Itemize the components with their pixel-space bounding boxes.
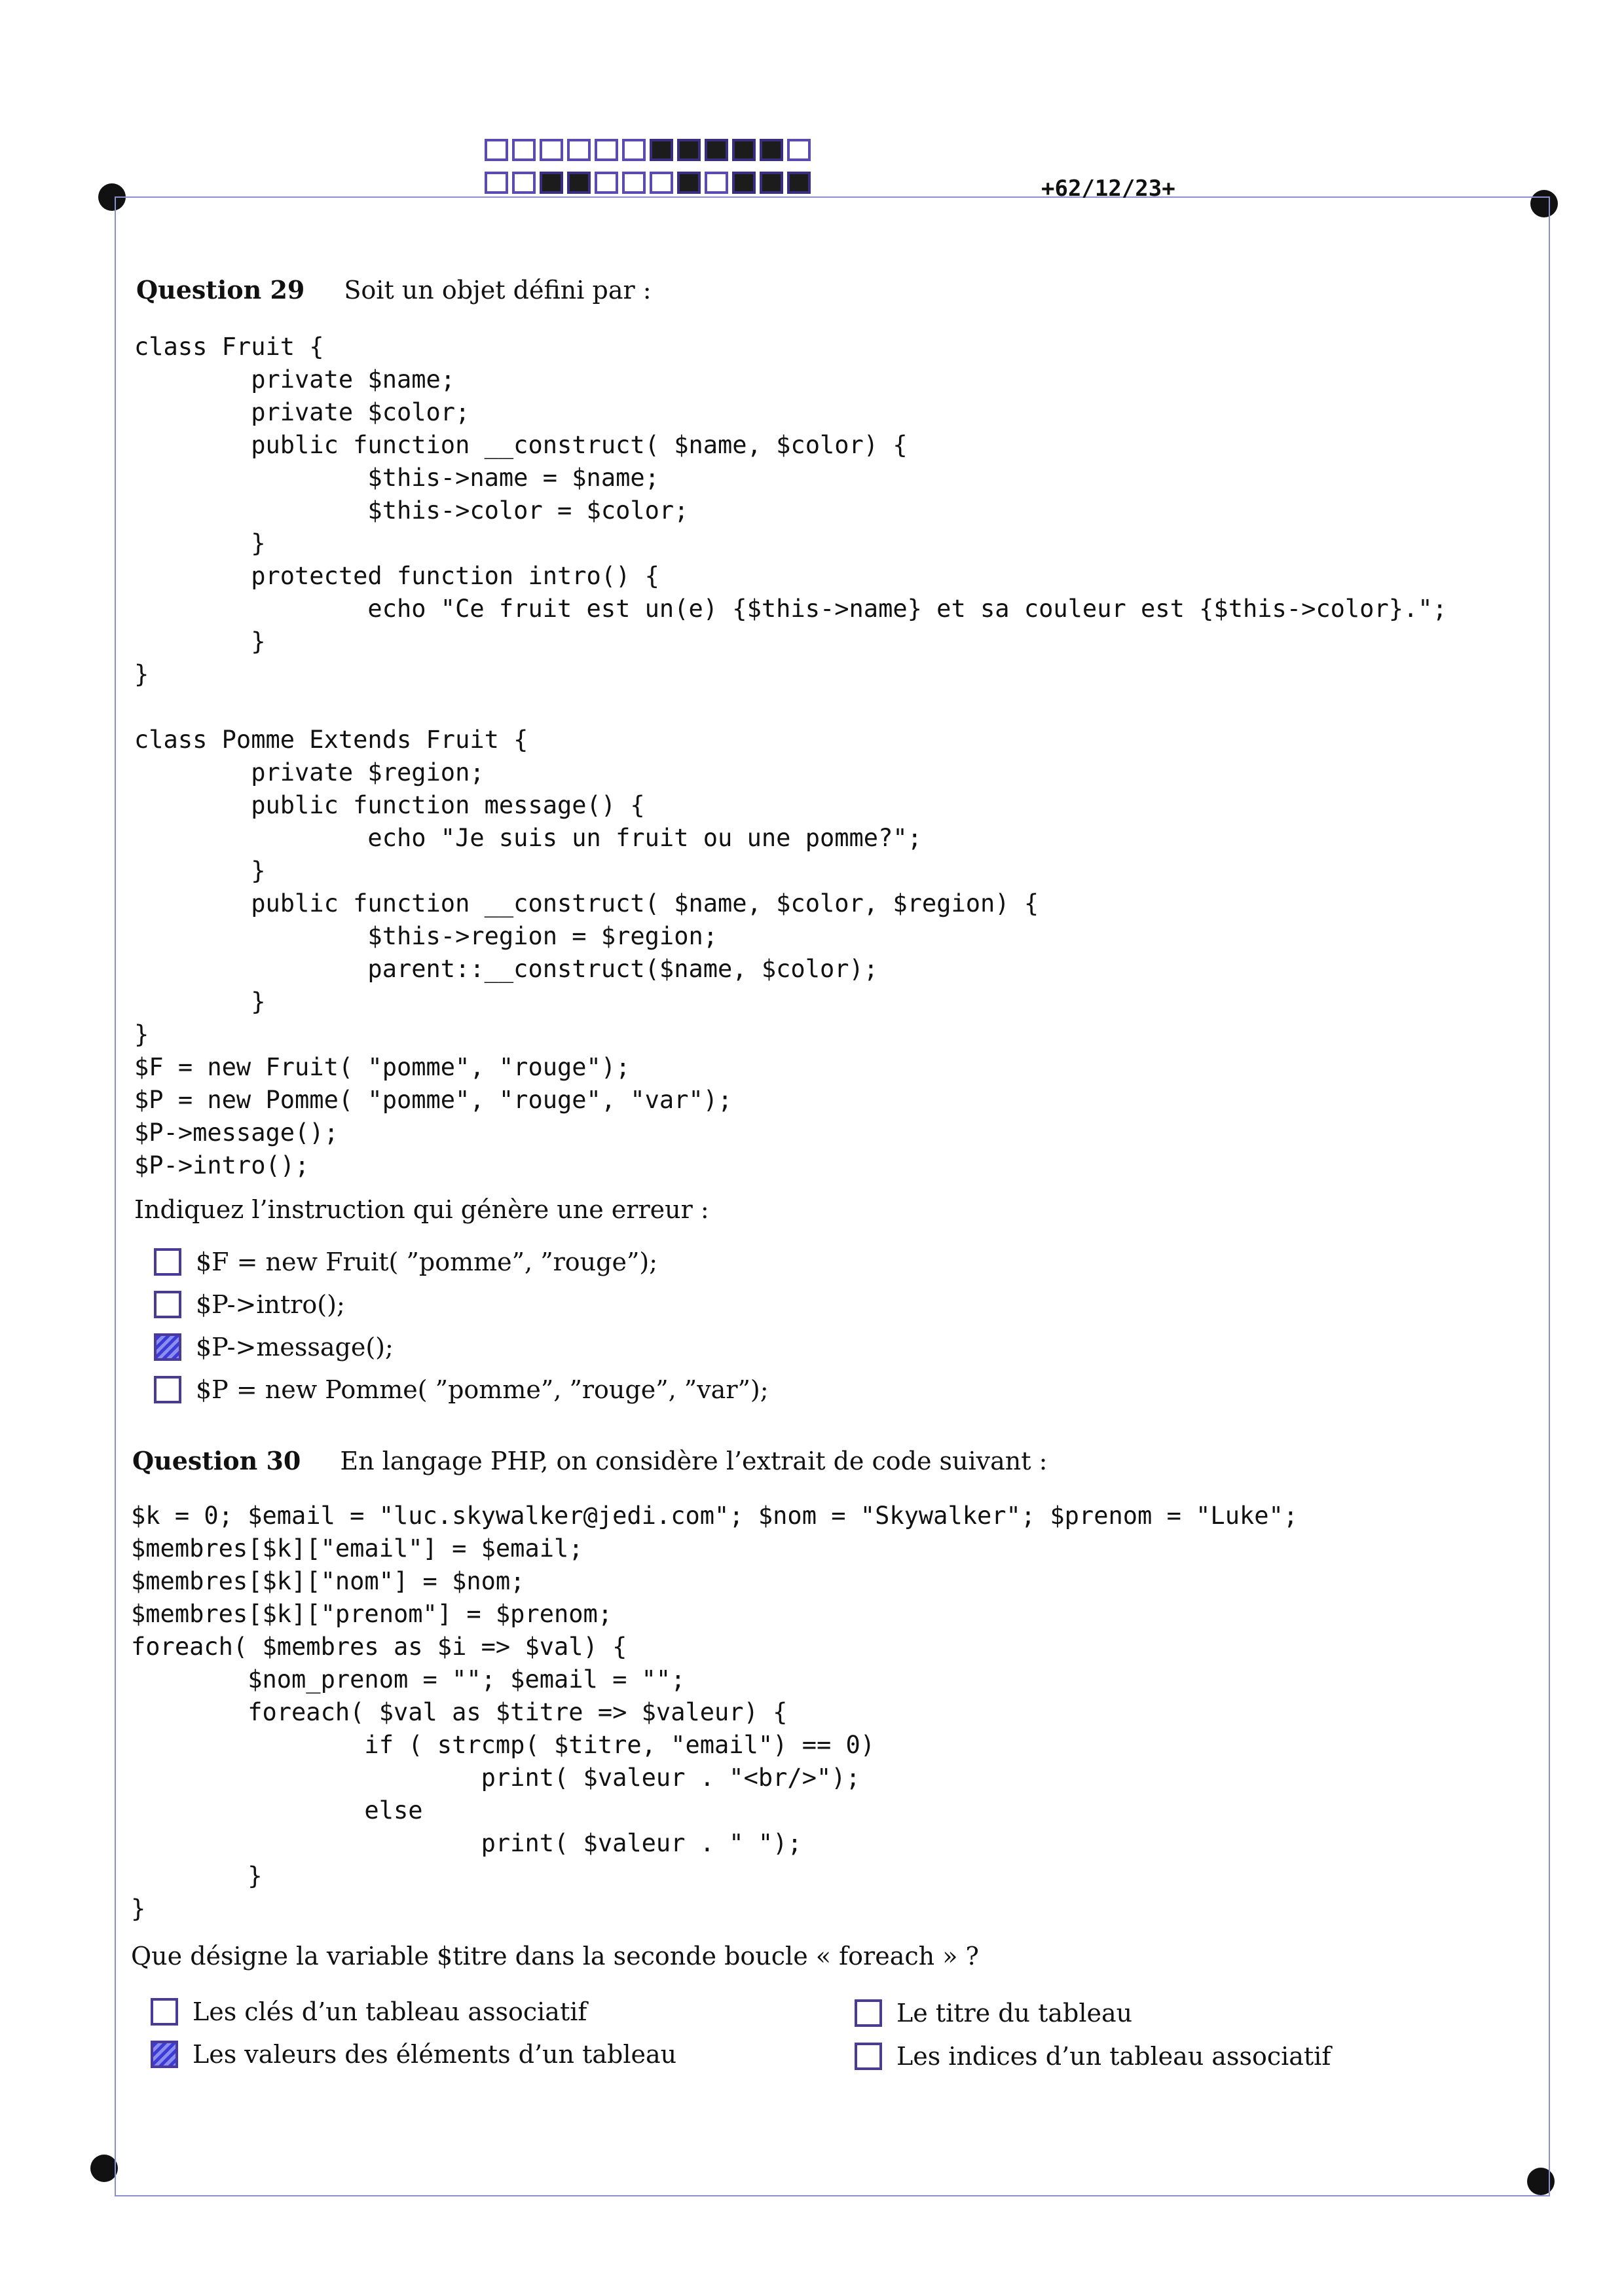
barcode-cell — [650, 172, 673, 194]
barcode-cell — [677, 139, 701, 161]
q30-code: $k = 0; $email = "luc.skywalker@jedi.com"; $nom = "Skywalker"; $prenom = "Luke"; $membres[$k]["email"] = $email; $membres[$k]["nom"] = $nom; $membres[$k]["prenom"] = $prenom; foreach( $membres as $i => $val) { $nom_prenom = ""; $email = ""; foreach( $val as $titre => $valeur) { if ( strcmp( $titre, "email") == 0) print( $valeur . "<br/>"); else print( $valeur . " "); } } — [131, 1502, 1299, 1923]
barcode-cell — [540, 172, 563, 194]
q29-prompt: Indiquez l’instruction qui génère une erreur : — [134, 1195, 709, 1224]
q30-prompt: Que désigne la variable $titre dans la seconde boucle « foreach » ? — [131, 1942, 979, 1971]
q29-option-4[interactable] — [154, 1375, 769, 1404]
q30-option-2-checkbox[interactable] — [151, 2041, 178, 2068]
barcode-cell — [567, 139, 591, 161]
q30-title: En langage PHP, on considère l’extrait de code suivant : — [340, 1447, 1048, 1475]
q29-number: Question 29 — [136, 275, 305, 305]
q30-option-3-checkbox[interactable] — [855, 1999, 882, 2027]
barcode-cell — [485, 172, 508, 194]
q30-option-2-label: Les valeurs des éléments d’un tableau — [193, 2040, 677, 2069]
barcode-cell — [760, 139, 783, 161]
q29-option-3[interactable] — [154, 1333, 394, 1361]
q30-heading — [132, 1446, 1047, 1475]
sheet-id: +62/12/23+ — [1041, 176, 1175, 202]
q29-option-1-checkbox[interactable] — [154, 1248, 181, 1276]
barcode-cell — [760, 172, 783, 194]
q30-option-4-label: Les indices d’un tableau associatif — [896, 2042, 1331, 2071]
q29-option-2[interactable] — [154, 1290, 345, 1319]
q29-heading — [136, 275, 652, 305]
q30-option-3-label: Le titre du tableau — [896, 1999, 1133, 2028]
q29-option-4-label: $P = new Pomme( ”pomme”, ”rouge”, ”var”); — [196, 1375, 769, 1404]
barcode-cell — [595, 139, 618, 161]
barcode-cell — [540, 139, 563, 161]
barcode-cell — [512, 172, 536, 194]
q29-option-1-label: $F = new Fruit( ”pomme”, ”rouge”); — [196, 1248, 658, 1276]
q30-option-2[interactable] — [151, 2040, 676, 2069]
q29-code: class Fruit { private $name; private $color; public function __construct( $name, $color) { $this->name = $name; $this->color = $color; } protected function intro() { echo "Ce fruit est un(e) {$this->name} et sa couleur est {$this->color}."; } } class Pomme Extends Fruit { private $region; public function message() { echo "Je suis un fruit ou une pomme?"; } public function __construct( $name, $color, $region) { $this->region = $region; parent::__construct($name, $color); } } $F = new Fruit( "pomme", "rouge"); $P = new Pomme( "pomme", "rouge", "var"); $P->message(); $P->intro(); — [134, 333, 1447, 1179]
q29-option-4-checkbox[interactable] — [154, 1376, 181, 1403]
q29-option-2-checkbox[interactable] — [154, 1291, 181, 1318]
q29-option-3-label: $P->message(); — [196, 1333, 394, 1361]
corner-marker-bottom-left — [90, 2155, 118, 2182]
barcode-cell — [677, 172, 701, 194]
barcode-cell — [732, 172, 756, 194]
barcode-cell — [512, 139, 536, 161]
q30-option-1-checkbox[interactable] — [151, 1998, 178, 2026]
q30-option-4-checkbox[interactable] — [855, 2043, 882, 2070]
barcode-cell — [650, 139, 673, 161]
q29-option-3-checkbox[interactable] — [154, 1333, 181, 1361]
barcode-cell — [622, 172, 646, 194]
q29-option-2-label: $P->intro(); — [196, 1290, 345, 1319]
barcode-cell — [705, 172, 728, 194]
q29-title: Soit un objet défini par : — [344, 276, 652, 305]
q30-option-3[interactable] — [855, 1999, 1132, 2028]
q30-option-4[interactable] — [855, 2042, 1331, 2071]
barcode-row-2 — [485, 172, 815, 194]
q29-option-1[interactable] — [154, 1248, 657, 1276]
barcode-row-1 — [485, 139, 815, 161]
q30-option-1-label: Les clés d’un tableau associatif — [193, 1997, 587, 2026]
q30-number: Question 30 — [132, 1446, 301, 1475]
barcode-cell — [787, 139, 811, 161]
barcode-cell — [787, 172, 811, 194]
barcode-cell — [732, 139, 756, 161]
barcode-cell — [567, 172, 591, 194]
q30-option-1[interactable] — [151, 1997, 587, 2026]
barcode-cell — [485, 139, 508, 161]
barcode-cell — [705, 139, 728, 161]
barcode-cell — [595, 172, 618, 194]
barcode-cell — [622, 139, 646, 161]
